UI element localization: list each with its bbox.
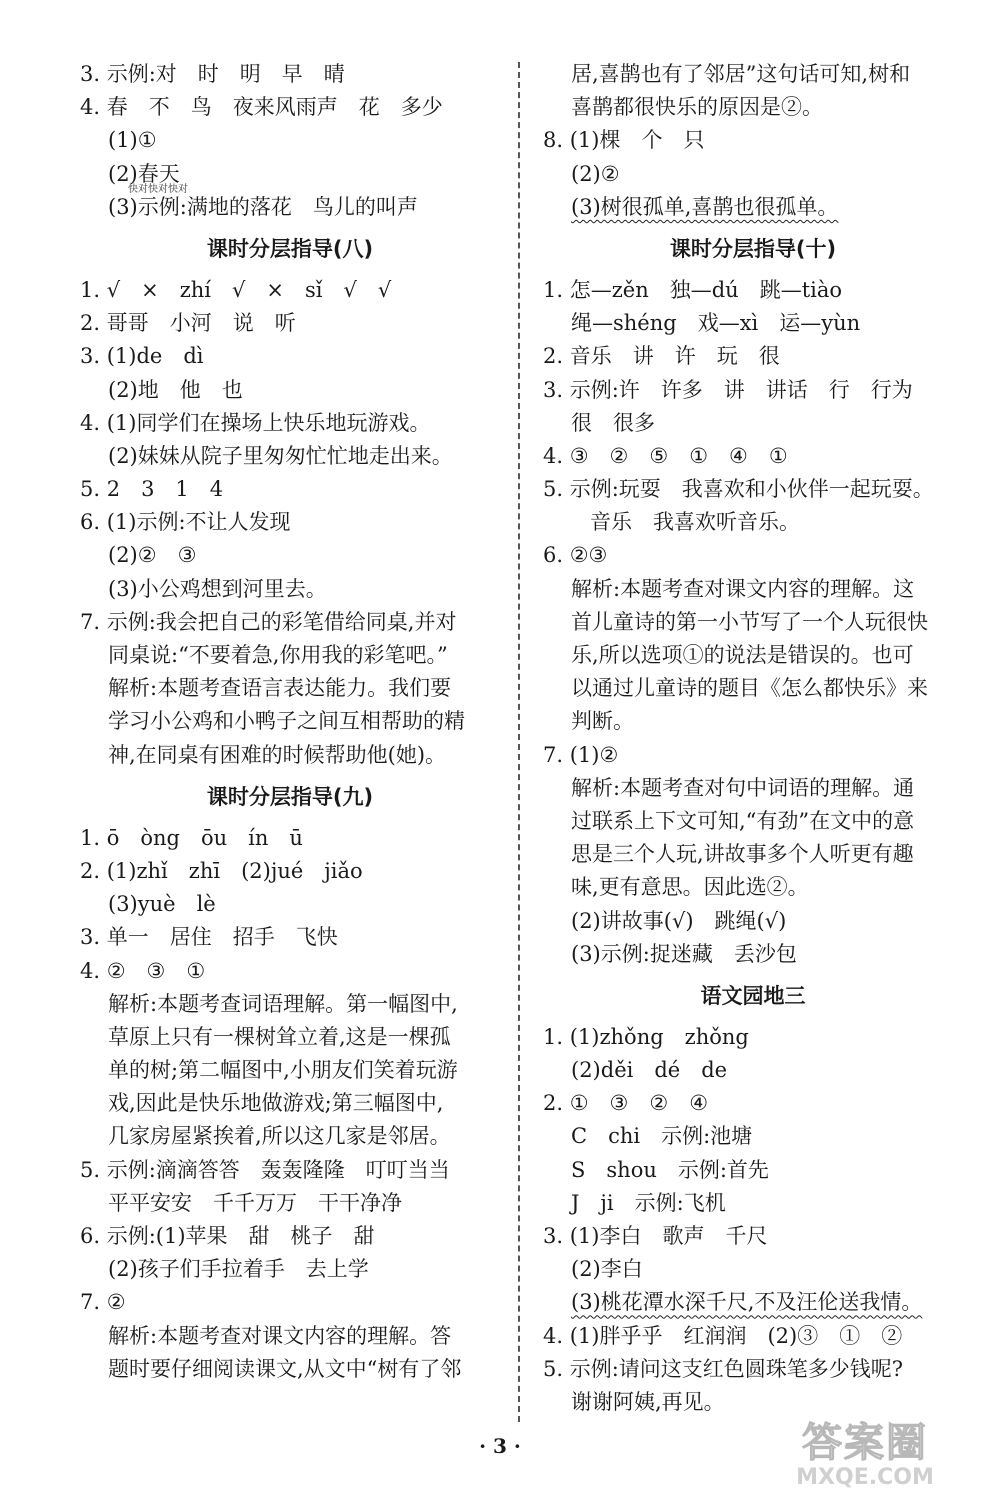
analysis-line: 几家房屋紧挨着,所以这几家是邻居。 [108,1124,451,1149]
answer-line: 1. ō òng ōu ín ū [80,825,303,850]
answer-line: 5. 示例:玩耍 我喜欢和小伙伴一起玩耍。 [543,477,934,502]
answer-line [543,191,963,224]
page-number: · 3 · [479,1434,521,1458]
answer-line: (1)① [108,128,157,153]
analysis-line: 单的树;第二幅图中,小朋友们笑着玩游 [108,1058,458,1083]
answer-line: (2)春天 [108,161,180,186]
answer-line: (2)② [571,161,620,186]
section-heading-10: 课时分层指导(十) [669,236,837,261]
answer-line: C chi 示例:池塘 [571,1124,753,1149]
analysis-line: 神,在同桌有困难的时候帮助他(她)。 [108,742,447,767]
section-heading-9: 课时分层指导(九) [206,784,374,809]
answer-line: 音乐 我喜欢听音乐。 [590,510,800,535]
answer-line: (3)示例:捉迷藏 丢沙包 [571,941,797,966]
answer-line: 4. ③ ② ⑤ ① ④ ① [543,443,788,468]
answer-line: 6. 示例:(1)苹果 甜 桃子 甜 [80,1224,375,1248]
wavy-underlined-answer: (3)桃花潭水深千尺,不及汪伦送我情。 [571,1290,923,1315]
right-column [543,58,963,1419]
answer-line: 谢谢阿姨,再见。 [571,1389,725,1414]
answer-line: 4. 春 不 鸟 夜来风雨声 花 多少 [80,95,443,120]
answer-line [543,1286,963,1319]
answer-line: 2. 哥哥 小河 说 听 [80,311,296,336]
answer-line: 5. 示例:请问这支红色圆珠笔多少钱呢? [543,1356,904,1381]
analysis-line: 戏,因此是快乐地做游戏;第三幅图中, [108,1091,444,1116]
analysis-line: 判断。 [571,709,634,734]
answer-line: 1. 怎—zěn 独—dú 跳—tiào [543,277,843,302]
analysis-line: 味,更有意思。因此选②。 [571,875,809,900]
watermark-url: MXQE.COM [796,1465,934,1490]
analysis-line: 喜鹊都很快乐的原因是②。 [571,95,823,120]
answer-line: 8. (1)棵 个 只 [543,128,705,153]
answer-line: 2. (1)zhǐ zhī (2)jué jiǎo [80,858,363,883]
answer-line: 5. 示例:滴滴答答 轰轰隆隆 叮叮当当 [80,1157,450,1182]
answer-line: 3. (1)de dì [80,344,204,369]
answer-line: (2)děi dé de [571,1058,728,1083]
answer-line: (2)地 他 也 [108,377,243,402]
analysis-line: 以通过儿童诗的题目《怎么都快乐》来 [571,676,928,701]
answer-line: (2)② ③ [108,543,197,568]
analysis-line: 草原上只有一棵树耸立着,这是一棵孤 [108,1024,451,1049]
answer-line: 4. (1)胖乎乎 红润润 (2)③ ① ② [543,1323,903,1348]
analysis-line: 乐,所以选项①的说法是错误的。也可 [571,643,914,667]
answer-line: (2)孩子们手拉着手 去上学 [108,1257,369,1282]
section-heading-3: 语文园地三 [700,983,806,1008]
answer-line: 2. 音乐 讲 许 玩 很 [543,344,780,369]
answer-line: 5. 2 3 1 4 [80,477,224,502]
answer-line: 7. ② [80,1290,126,1315]
analysis-line: 解析:本题考查词语理解。第一幅图中, [108,991,458,1016]
analysis-line: 思是三个人玩,讲故事多个人听更有趣 [571,842,914,867]
answer-line: (2)妹妹从院子里匆匆忙忙地走出来。 [108,443,453,468]
answer-line: 4. (1)同学们在操场上快乐地玩游戏。 [80,410,431,435]
answer-line: 6. ②③ [543,543,608,568]
answer-line: 3. (1)李白 歌声 千尺 [543,1224,768,1248]
answer-line: (3)yuè lè [108,892,216,917]
watermark-text: 答案圈 [802,1420,928,1466]
answer-line: S shou 示例:首先 [571,1157,769,1182]
answer-line: 很 很多 [571,410,655,435]
answer-line: 7. (1)② [543,742,619,767]
column-divider [518,62,520,1422]
answer-line: 3. 单一 居住 招手 飞快 [80,925,338,950]
answer-line: (2)讲故事(√) 跳绳(√) [571,908,787,933]
answer-line: (2)李白 [571,1257,643,1282]
answer-line: 同桌说:“不要着急,你用我的彩笔吧。” [108,643,448,667]
left-column [80,58,500,1386]
answer-line: 3. 示例:许 许多 讲 讲话 行 行为 [543,377,913,402]
answer-line: J ji 示例:飞机 [571,1190,726,1215]
answer-line: 3. 示例:对 时 明 早 晴 [80,62,345,86]
answer-line: 4. ② ③ ① [80,958,206,983]
section-heading-8: 课时分层指导(八) [206,236,374,261]
analysis-line: 题时要仔细阅读课文,从文中“树有了邻 [108,1356,462,1381]
handwritten-note: 快对快对快对 [128,184,188,195]
watermark-logo [760,1420,970,1494]
answer-line: 1. √ × zhí √ × sǐ √ √ [80,277,392,302]
analysis-line: 过联系上下文可知,“有劲”在文中的意 [571,808,915,833]
wavy-underlined-answer: (3)树很孤单,喜鹊也很孤单。 [571,194,839,219]
answer-line: (3)示例:满地的落花 鸟儿的叫声 [108,194,418,219]
answer-line: 6. (1)示例:不让人发现 [80,510,291,535]
analysis-line: 解析:本题考查语言表达能力。我们要 [108,676,452,701]
analysis-line: 解析:本题考查对课文内容的理解。这 [571,576,915,601]
answer-line: 1. (1)zhǒng zhǒng [543,1024,749,1049]
analysis-line: 居,喜鹊也有了邻居”这句话可知,树和 [571,62,911,86]
answer-line: 7. 示例:我会把自己的彩笔借给同桌,并对 [80,609,457,634]
answer-line: (3)小公鸡想到河里去。 [108,576,327,601]
answer-line: 平平安安 千千万万 干干净净 [108,1190,402,1215]
answer-line: 绳—shéng 戏—xì 运—yùn [571,311,861,336]
analysis-line: 学习小公鸡和小鸭子之间互相帮助的精 [108,709,465,734]
answer-line: 2. ① ③ ② ④ [543,1091,709,1116]
analysis-line: 解析:本题考查对课文内容的理解。答 [108,1323,452,1348]
analysis-line: 首儿童诗的第一小节写了一个人玩很快 [571,609,928,634]
analysis-line: 解析:本题考查对句中词语的理解。通 [571,775,915,800]
